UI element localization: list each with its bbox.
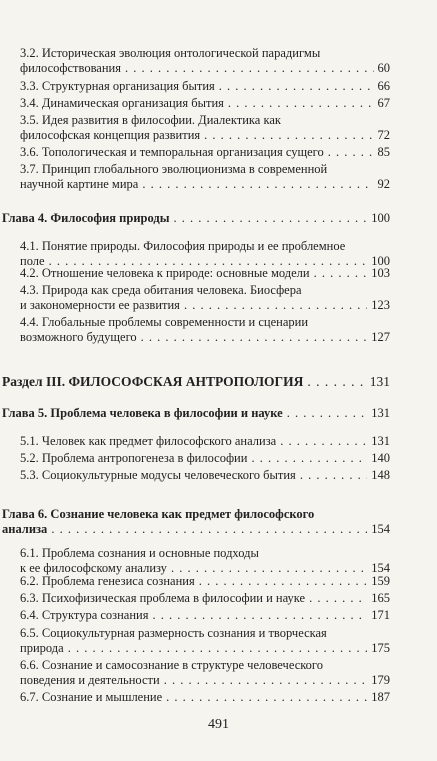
toc-subentry [20,690,390,705]
toc-subentry [20,145,390,160]
toc-page-number: 131 [369,374,390,389]
dot-leader [125,61,374,76]
toc-subentry [20,283,390,313]
toc-entry-title: 6.7. Сознание и мышление [20,690,163,704]
toc-page-number: 103 [371,266,390,280]
toc-page-number: 72 [377,128,390,142]
toc-page-number: 179 [371,673,390,687]
toc-entry-title: 3.4. Динамическая организация бытия [20,96,224,110]
toc-page-number: 67 [377,96,390,110]
toc-subentry [20,451,390,466]
toc-entry-title: 6.1. Проблема сознания и основные подходы [20,546,259,560]
toc-entry-title: 3.2. Историческая эволюция онтологической парадигмы [20,46,321,60]
toc-subentry [20,239,390,269]
toc-section [2,374,390,389]
dot-leader [199,574,368,589]
toc-entry-title: 4.3. Природа как среда обитания человека. Биосфера [20,283,302,297]
toc-subentry [20,79,390,94]
toc-entry-title: 5.2. Проблема антропогенеза в философии [20,451,248,465]
dot-leader [184,298,367,313]
toc-entry-title: 6.4. Структура сознания [20,608,149,622]
toc-page-number: 85 [377,145,390,159]
toc-page-number: 131 [371,434,390,448]
toc-page-number: 131 [371,406,390,420]
toc-subentry [20,315,390,345]
toc-entry-title: 4.2. Отношение человека к природе: основные модели [20,266,310,280]
dot-leader [51,522,367,537]
dot-leader [328,145,374,160]
toc-subentry [20,546,390,576]
toc-page-number: 175 [371,641,390,655]
toc-entry-title: 3.7. Принцип глобального эволюционизма в современной [20,162,328,176]
dot-leader [141,330,368,345]
toc-chapter [2,211,390,226]
toc-entry-title: Глава 5. Проблема человека в философии и науке [2,406,283,420]
dot-leader [219,79,374,94]
dot-leader [166,690,367,705]
toc-entry-title: 3.3. Структурная организация бытия [20,79,215,93]
dot-leader [152,608,367,623]
toc-page-number: 66 [377,79,390,93]
toc-subentry [20,434,390,449]
toc-subentry [20,591,390,606]
toc-subentry [20,113,390,143]
toc-entry-title: поведения и деятельности [20,673,160,687]
toc-subentry [20,608,390,623]
toc-page-number: 165 [371,591,390,605]
toc-page-number: 148 [371,468,390,482]
page-number: 491 [208,717,229,732]
toc-entry-title: 3.6. Топологическая и темпоральная организация сущего [20,145,324,159]
dot-leader [228,96,374,111]
toc-entry-title: Глава 6. Сознание человека как предмет философского [2,507,315,521]
toc-subentry [20,46,390,76]
toc-entry-title: и закономерности ее развития [20,298,180,312]
dot-leader [307,374,365,389]
toc-subentry [20,266,390,281]
toc-page-number: 140 [371,451,390,465]
toc-subentry [20,96,390,111]
dot-leader [251,451,367,466]
toc-page-number: 159 [371,574,390,588]
toc-entry-title: 6.5. Социокультурная размерность сознания и творческая [20,626,327,640]
toc-entry-title: научной картине мира [20,177,139,191]
dot-leader [142,177,373,192]
dot-leader [173,211,367,226]
dot-leader [309,591,367,606]
toc-entry-title: 5.3. Социокультурные модусы человеческого бытия [20,468,296,482]
dot-leader [204,128,373,143]
dot-leader [164,673,368,688]
toc-chapter [2,406,390,421]
toc-entry-title: 6.2. Проблема генезиса сознания [20,574,195,588]
toc-entry-title: 5.1. Человек как предмет философского анализа [20,434,277,448]
toc-page-number: 92 [377,177,390,191]
toc-entry-title: 3.5. Идея развития в философии. Диалектика как [20,113,281,127]
dot-leader [287,406,368,421]
toc-entry-title: анализа [2,522,48,536]
dot-leader [280,434,367,449]
toc-entry-title: к ее философскому анализу [20,561,167,575]
toc-subentry [20,468,390,483]
toc-page-number: 171 [371,608,390,622]
toc-entry-title: поле [20,254,45,268]
toc-entry-title: 4.4. Глобальные проблемы современности и сценарии [20,315,309,329]
toc-entry-title: возможного будущего [20,330,137,344]
toc-chapter [2,507,390,537]
toc-entry-title: Раздел III. ФИЛОСОФСКАЯ АНТРОПОЛОГИЯ [2,374,304,389]
dot-leader [68,641,368,656]
toc-entry-title: природа [20,641,64,655]
dot-leader [314,266,368,281]
toc-page-number: 154 [371,561,390,575]
toc-subentry [20,162,390,192]
toc-page-number: 123 [371,298,390,312]
toc-page-number: 154 [371,522,390,536]
dot-leader [300,468,367,483]
toc-entry-title: 6.3. Психофизическая проблема в философии и науке [20,591,306,605]
toc-entry-title: 4.1. Понятие природы. Философия природы и ее проблемное [20,239,346,253]
toc-subentry [20,658,390,688]
toc-entry-title: 6.6. Сознание и самосознание в структуре человеческого [20,658,323,672]
toc-subentry [20,574,390,589]
toc-page-number: 100 [371,211,390,225]
toc-page-number: 60 [377,61,390,75]
toc-subentry [20,626,390,656]
toc-entry-title: философская концепция развития [20,128,201,142]
toc-entry-title: философствования [20,61,121,75]
toc-page-number: 127 [371,330,390,344]
toc-page-number: 187 [371,690,390,704]
toc-entry-title: Глава 4. Философия природы [2,211,170,225]
toc-page-number: 100 [371,254,390,268]
